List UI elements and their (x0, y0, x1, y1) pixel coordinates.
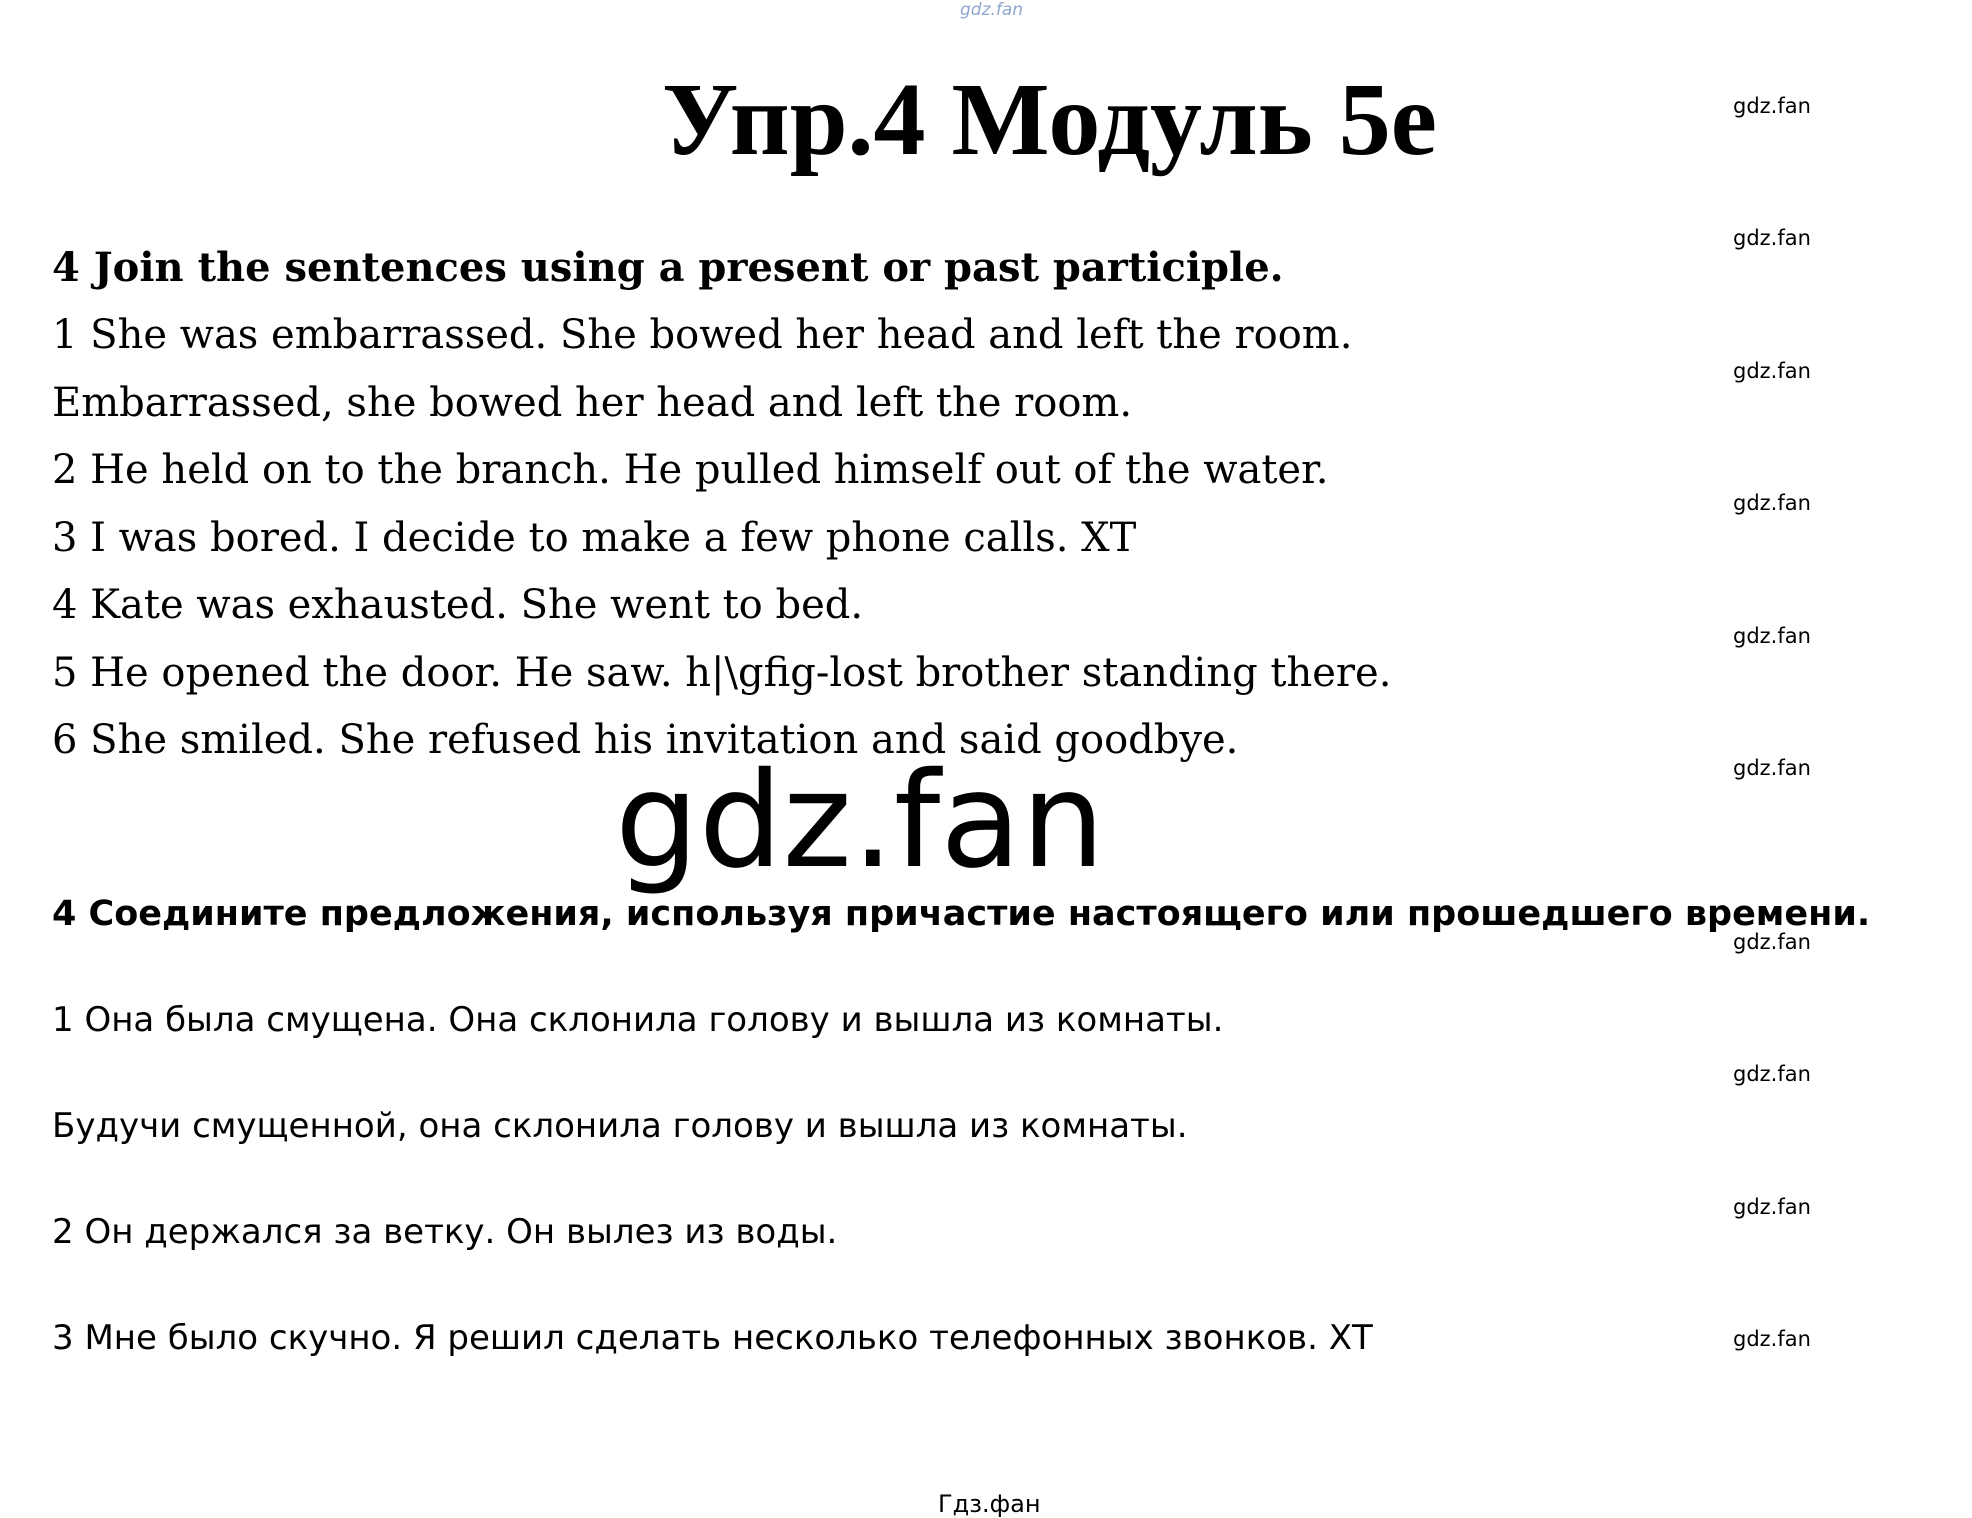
english-line-2: Embarrassed, she bowed her head and left the room. (52, 380, 1133, 426)
english-line-7: 6 She smiled. She refused his invitation and said goodbye. (52, 717, 1239, 763)
russian-line-2: Будучи смущенной, она склонила голову и вышла из комнаты. (52, 1106, 1188, 1146)
english-instruction: 4 Join the sentences using a present or past participle. (52, 244, 1284, 291)
side-watermark: gdz.fan (1733, 1062, 1811, 1086)
top-watermark: gdz.fan (960, 0, 1024, 20)
footer-watermark: Гдз.фан (938, 1490, 1041, 1518)
side-watermark: gdz.fan (1733, 930, 1811, 954)
side-watermark: gdz.fan (1733, 94, 1811, 118)
english-line-3: 2 He held on to the branch. He pulled himself out of the water. (52, 447, 1329, 493)
russian-line-3: 2 Он держался за ветку. Он вылез из воды. (52, 1212, 838, 1252)
english-line-1: 1 She was embarrassed. She bowed her head and left the room. (52, 312, 1353, 358)
big-watermark: gdz.fan (615, 744, 1105, 898)
russian-instruction: 4 Соедините предложения, используя причастие настоящего или прошедшего времени. (52, 894, 1871, 934)
english-line-4: 3 I was bored. I decide to make a few phone calls. XT (52, 515, 1137, 561)
side-watermark: gdz.fan (1733, 756, 1811, 780)
english-line-6: 5 He opened the door. He saw. h|\gfig-lost brother standing there. (52, 650, 1392, 696)
russian-line-1: 1 Она была смущена. Она склонила голову и вышла из комнаты. (52, 1000, 1224, 1040)
side-watermark: gdz.fan (1733, 1195, 1811, 1219)
side-watermark: gdz.fan (1733, 226, 1811, 250)
side-watermark: gdz.fan (1733, 624, 1811, 648)
english-line-5: 4 Kate was exhausted. She went to bed. (52, 582, 864, 628)
page-title: Упр.4 Модуль 5e (662, 62, 1437, 177)
side-watermark: gdz.fan (1733, 1327, 1811, 1351)
side-watermark: gdz.fan (1733, 491, 1811, 515)
russian-line-4: 3 Мне было скучно. Я решил сделать несколько телефонных звонков. ХТ (52, 1318, 1373, 1358)
side-watermark: gdz.fan (1733, 359, 1811, 383)
